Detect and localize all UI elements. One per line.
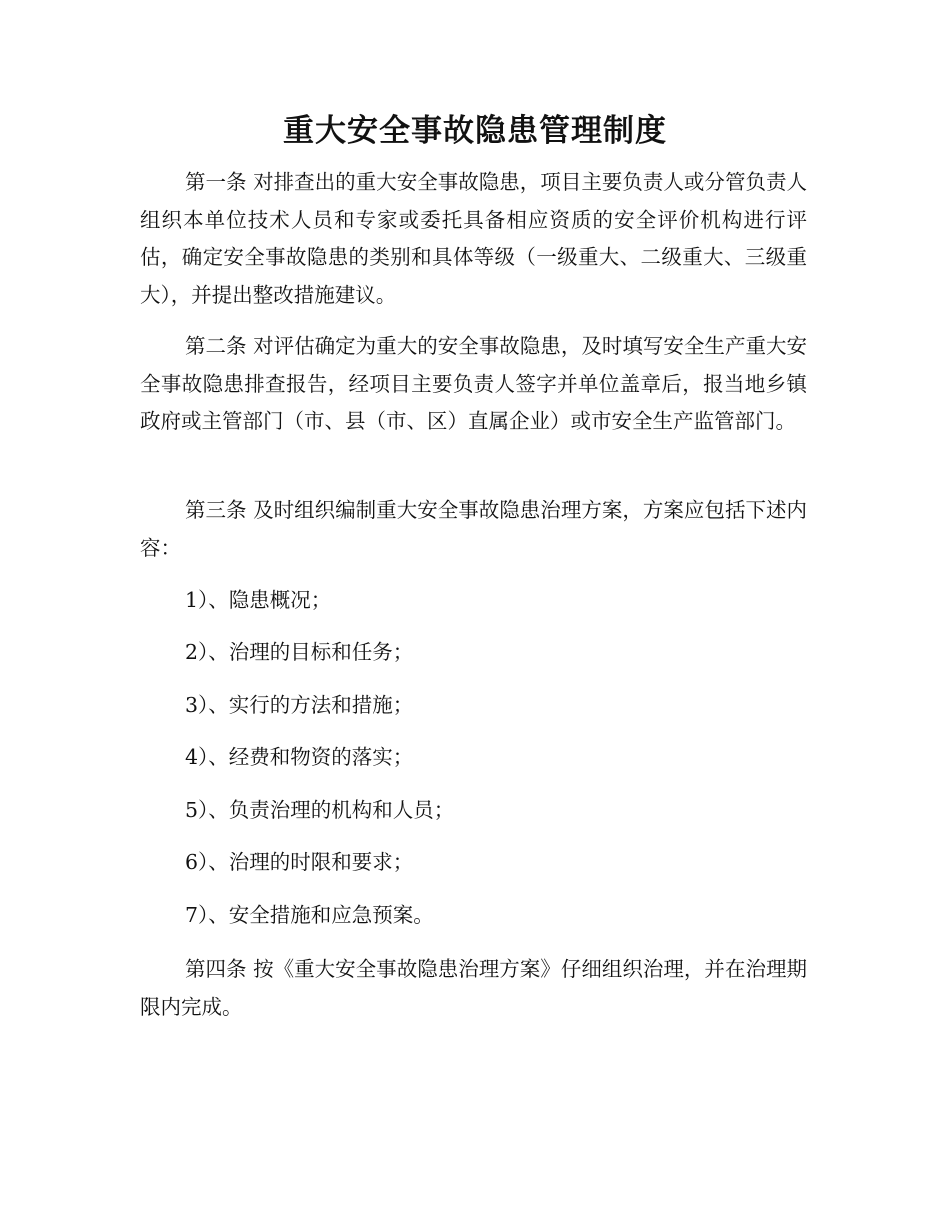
list-item: 6）、治理的时限和要求； [185, 850, 414, 874]
list-item: 2）、治理的目标和任务； [185, 640, 414, 664]
article-3-paragraph: 第三条 及时组织编制重大安全事故隐患治理方案，方案应包括下述内容： [140, 498, 807, 560]
list-item: 4）、经费和物资的落实； [185, 745, 414, 769]
list-item: 5）、负责治理的机构和人员； [185, 798, 455, 822]
article-1-paragraph: 第一条 对排查出的重大安全事故隐患，项目主要负责人或分管负责人组织本单位技术人员和专家或委托具备相应资质的安全评价机构进行评估，确定安全事故隐患的类别和具体等级（一级重大、二级重大、三级重大），并提出整改措施建议。 [140, 170, 807, 307]
list-item: 1）、隐患概况； [185, 588, 332, 612]
article-2-paragraph: 第二条 对评估确定为重大的安全事故隐患，及时填写安全生产重大安全事故隐患排查报告，经项目主要负责人签字并单位盖章后，报当地乡镇政府或主管部门（市、县（市、区）直属企业）或市安全生产监管部门。 [140, 334, 807, 433]
list-item: 3）、实行的方法和措施； [185, 693, 414, 717]
document-title: 重大安全事故隐患管理制度 [283, 113, 667, 149]
list-item: 7）、安全措施和应急预案。 [185, 903, 434, 927]
article-4-paragraph: 第四条 按《重大安全事故隐患治理方案》仔细组织治理，并在治理期限内完成。 [140, 957, 807, 1019]
